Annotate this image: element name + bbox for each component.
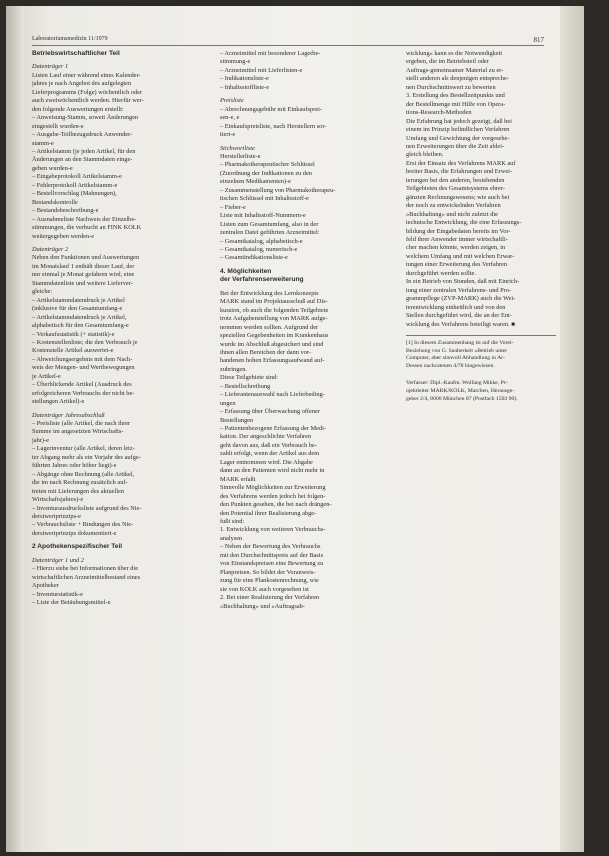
text-column-3 [406,50,574,403]
text-line: – Kostenstellenliste; die den Verbrauch je [32,338,138,346]
text-line: wicklung des Verfahrens beteiligt waren. ■ [406,320,516,328]
text-line: handenen hohen Erfassungsaufwand auf- [220,357,325,365]
text-line: Kostenstelle Artikel auswertet-e [32,347,114,355]
text-line: nur einmal je Monat gefahren wird, eine [32,271,135,279]
text-line: MARK erfaßt [220,475,256,483]
text-line: In ein Betrieb von Stunden, daß mit Einrich- [406,278,520,286]
text-line: den folgende Auswertungen erstellt: [32,105,124,113]
text-line: derstwertprinzips-e [32,513,81,521]
text-line: Auftrags-gemeinsamer Material zu er- [406,66,504,74]
text-line: – Arzneimittel mit Lieferlisten-e [220,66,303,74]
text-line: Planpreisen. So bildet der Voranweis- [220,568,316,576]
text-line: – Patientenbezogene Erfassung der Medi- [220,425,327,433]
text-line: wicklung« kann es die Notwendigkeit [406,50,503,57]
text-line: einem im Prinzip befindlichen Verfahren [406,126,510,134]
text-line: Wirtschaftsjahres)-e [32,496,84,504]
text-line: MARK stand im Projektausschuß auf Dis- [220,298,328,306]
text-line: im Monatslauf 1 enthält dieser Lauf, der [32,262,135,270]
text-line: – Gesamtindikationsliste-e [220,254,288,262]
running-header [32,36,544,46]
text-line: ergeben, die im Betriebsteil oder [406,58,489,66]
text-line: stellungen Artikel)-e [32,398,85,406]
text-line: alphabetisch für den Gesamtumfang-e [32,322,129,330]
subheading: Datenträger Jahresabschluß [32,411,105,419]
text-line: stellt anderen als denjenigen entspreche- [406,75,509,83]
text-line: – Anweisung-Stamm, soweit Änderungen [32,114,139,122]
text-line: jahr)-e [32,436,49,444]
text-line: den Punkten gesehen, die bei nach drängen- [220,501,332,509]
text-line: ihnen allen Bereichen der dann vor- [220,348,311,356]
text-line: Bei der Entwicklung des Lernkonzepts [220,289,319,297]
text-line: geht davon aus, daß ein Verbrauch be- [220,441,317,449]
text-line: sie von KOLK auch vorgesehen ist [220,585,309,593]
text-column-1 [32,50,200,608]
text-line: (inklusive für den Gesamtumfang-e [32,305,123,313]
footnote-line: ojektleiter MARK/KOLK, Marchen, Herausge- [406,387,515,394]
text-line: – Zusammenstellung von Pharmakotherapeu- [220,186,336,194]
text-line: ungen [220,399,236,407]
text-line: tung einer zentralen Verfahrens- und Pro- [406,286,512,294]
text-line: ter Abgang mehr als ein Vorjahr des aufge- [32,453,141,461]
text-line: – Bestandsbeschreibung-e [32,207,99,215]
text-line: – Ausnahmeliste Nachweis der Einzelbe- [32,215,137,223]
text-line: erfolgreicheren Verbrauchs der nicht be- [32,389,135,397]
text-line: stamm-e [32,139,54,147]
text-line: Sinnvolle Möglichkeiten zur Erweiterung [220,484,326,492]
text-line: Änderungen an den Stammdaten einge- [32,156,133,164]
text-line: einzelnen Medikamenten)-e [220,178,291,186]
subheading: Datenträger 2 [32,245,69,253]
text-line: – Abrechnungsgebühr mit Einkaufsprei- [220,105,323,113]
text-line: »Buchhaltung« und »Auftragsab- [220,602,305,610]
text-line: – Verbrauchsliste + Bindungen des Nie- [32,521,134,529]
subheading: Preisliste [220,97,244,105]
text-line: – Fieber-e [220,203,246,211]
subheading: Datenträger 1 und 2 [32,556,84,564]
text-line: weis der Mengen- und Wertbewegungen [32,364,135,372]
text-line: »Buchhaltung« und nicht zuletzt die [406,210,498,218]
text-line: jahres je nach Angebot des aufgelegten [32,80,132,88]
text-line: – Gesamtkatalog, alphabetisch-e [220,237,303,245]
subheading: Stichwortliste [220,144,255,152]
text-line: tions-Research-Methoden [406,109,472,117]
text-line: Bestandskontrolle [32,198,78,206]
footnote-line: [1] In diesem Zusammenhang ist auf die Vorei- [406,339,514,346]
text-line: – Gesamtkatalog, numerisch-e [220,245,298,253]
text-line: – Liste der Betäubungsmittel-e [32,599,111,607]
text-line: analysen [220,534,243,542]
text-line: – Lagerinventur (alle Artikel, deren letz- [32,445,135,453]
text-line: feld ihrer Anwender immer wirtschaftli- [406,235,508,243]
text-line: stimmungen, die verbucht an FINK KOLK [32,224,142,232]
text-line: Umfang und Gewichtung der vorgesehe- [406,134,510,142]
text-line: auch zweiwöchentlich werden. Hierfür wer- [32,97,144,105]
text-line: kussion, ob auch die folgenden Teilgebiete [220,306,329,314]
text-line: Listen Lauf einer während eines Kalender- [32,71,141,79]
text-line: breiter Basis, die Erfahrungen und Erwei- [406,168,513,176]
text-line: grammpflege (ZVP-MARK) auch die Wei- [406,295,516,303]
text-line: fußt sind: [220,518,245,526]
text-line: nen Durchschnittswert zu bewerten [406,83,496,91]
running-header-title: Laboratoriumsmedizin 11/1979 [32,36,108,42]
text-line: – Verkaufsstatistik (+ statistik)-e [32,330,115,338]
text-line: dann an den Patienten wird nicht mehr in [220,467,325,475]
text-line: zung für eine Plankostenrechnung, wie [220,577,319,585]
section-heading: der Verfahrenserweiterung [220,276,304,284]
text-line: speziellen Gegebenheiten im Krankenhaus [220,332,329,340]
text-line: zubringen. [220,365,247,373]
text-line: Herstellerliste-e [220,152,261,160]
page-number: 817 [533,36,544,44]
text-line: kation. Der angeschlichte Verfahren [220,433,312,441]
text-line: tischen Schlüssel mit Inhaltsstoff-e [220,195,309,203]
text-line: – Überblickende Artikel (Ausdruck des [32,381,132,389]
text-line: stimmung-e [220,58,251,66]
text-line: Lager entnommen wird. Die Abgabe [220,458,313,466]
footnote-line: Beziehung von G. Sauberkeit »Betrieb unter [406,347,508,354]
binding-shadow [6,6,24,852]
text-line: – Arzneimittel mit besonderer Lagerbe- [220,50,321,57]
text-line: – Neben der Bewertung des Verbrauchs [220,543,321,551]
text-line: – Fehlerprotokoll Artikelstamm-e [32,181,118,189]
text-line: eingestellt wurden-e [32,122,84,130]
text-line: – Pharmakotherapeutischer Schlüssel [220,161,315,169]
text-line: geben wurden-e [32,164,73,172]
document-page [6,6,584,852]
text-line: Summe im angesetzten Wirtschafts- [32,428,124,436]
footnote-line: Verfasser: Dipl.-Kaufm. Wolfang Mikke, Pr- [406,380,508,387]
text-line: nommen werden sollten. Aufgrund der [220,323,319,331]
text-line: bildung der Eingabedaten bereits im Vor- [406,227,511,235]
text-line: sen-e, e [220,114,240,122]
text-line: – Einkaufspreisliste, nach Herstellern sor- [220,122,327,130]
text-line: Erst der Einsatz des Verfahrens MARK auf [406,159,516,167]
text-line: (Zuordnung der Indikationen zu den [220,169,312,177]
text-line: wurde im Abschluß abgesichert und sind [220,340,324,348]
section-heading: 2 Apothekenspezifischer Teil [32,543,123,551]
text-line: technische Entwicklung, die eine Erfassungs- [406,219,522,227]
text-line: führten Jahres oder höher liegt)-e [32,462,117,470]
text-line: – Erfassung über Überwachung offener [220,408,320,416]
text-line: den Potential ihrer Realisierung abge- [220,509,317,517]
subheading: Datenträger 1 [32,63,69,71]
text-line: gleiche: [32,288,53,296]
text-line: Stammdatenliste und weitere Lieferver- [32,279,133,287]
text-line: Bestellungen [220,416,254,424]
text-line: 2. Bei einer Realisierung der Verfahren [220,594,320,602]
text-line: durchgeführt werden sollte. [406,269,476,277]
text-line: gänzten Rechnungswesens; wie auch bei [406,193,510,201]
text-line: cher machen könnte, werden zeigen, in [406,244,506,252]
text-line: je Artikel-e [32,372,61,380]
section-heading: 4. Möglichkeiten [220,267,272,275]
footnote-line: Computer, aber sinnvoll Abhandlung in Ar- [406,355,505,362]
text-line: die im nach Rechnung zusätzlich auf- [32,479,128,487]
text-line: von Einstandspreisen eine Bewertung zu [220,560,324,568]
text-line: Lieferprogramms (Folge) wöchentlich oder [32,88,143,96]
text-line: gleich bleiben. [406,151,444,159]
text-line: Diese Teilgebiete sind: [220,374,278,382]
text-line: Neben den Funktionen und Auswertungen [32,254,140,262]
text-line: – Bestellschreibung [220,382,271,390]
text-line: des Verfahrens werden jedoch bei folgen- [220,492,326,500]
text-line: – Abgänge ohne Rechnung (alle Artikel, [32,470,135,478]
text-line: – Inventurstatistik-e [32,590,83,598]
text-line: – Indikationsliste-e [220,75,269,83]
text-line: – Hierzu siehe bei Informationen über die [32,565,139,573]
text-line: der Bestellmenge mit Hilfe von Opera- [406,100,506,108]
text-line: tungen einer Erweiterung des Verfahren [406,261,507,269]
text-line: 3. Erstellung des Bestellzeitpunkts und [406,92,505,100]
text-line: – Lieferantenauswahl nach Lieferbeding- [220,391,325,399]
text-line: Liste mit Inhaltsstoff-Nummern-e [220,212,306,220]
text-line: treten mit Lieferungen des aktuellen [32,487,124,495]
text-line: terentwicklung einheitlich und von den [406,303,506,311]
text-line: – Ausgabe-Teilbezugsdruck Anwender- [32,131,133,139]
text-line: weitergegeben werden-e [32,232,95,240]
text-line: Apotheker [32,582,59,590]
text-line: nen Erweiterungen über die Zeit ablei- [406,142,505,150]
text-line: – Eingabeprotokoll Artikelstamm-e [32,173,122,181]
text-line: 1. Entwicklung von weiteren Verbrauchs- [220,526,326,534]
section-heading: Betriebswirtschaftlicher Teil [32,50,120,57]
text-line: – Abweichungsergebnis mit dem Nach- [32,355,133,363]
text-line: mit den Durchschnittspreis auf der Basis [220,551,324,559]
footnote-line: geber 2/4, 8000 München 87 (Postfach 1503 90). [406,395,518,402]
text-line: Teilgebieten des Gesamtsystems ehrer- [406,185,505,193]
text-line: – Artikelstammdatendruck je Artikel, [32,313,127,321]
text-line: derstwertprinzips dokumentiert-e [32,529,117,537]
text-line: zahlt erfolgt, wenn der Artikel aus dem [220,450,320,458]
text-line: der noch zu entwickelnden Verfahren [406,202,501,210]
text-line: Stellen durchgeführt wird, die an der Ent- [406,312,512,320]
text-line: trotz Aufgabenstellung von MARK aufge- [220,315,328,323]
text-line: welchem Umfang und mit welchen Erwar- [406,252,515,260]
text-line: wirtschaftlichen Arzneimittelbestand eines [32,573,141,581]
text-line: Listen zum Gesamtumfang, also in der [220,220,319,228]
footnote-line: Dessen nachcatenen 4/78 hingewiesen. [406,362,495,369]
text-line: – Preisliste (alle Artikel, die nach ihrer [32,420,131,428]
text-line: Die Erfahrung hat jedoch gezeigt, daß bei [406,117,512,125]
text-line: tiert-e [220,131,236,139]
text-line: – Inhaltsstoffliste-e [220,83,270,91]
text-line: terungen bei den anderen, bestehenden [406,176,505,184]
text-line: – Artikelstamm (je jeden Artikel, für den [32,147,136,155]
text-line: zentralen Datei geführten Arzneimittel: [220,229,320,237]
footnote-rule [406,335,556,336]
text-line: – Bestellvorschlag (Mahnungen), [32,190,117,198]
text-column-2 [220,50,388,611]
text-line: – Inventurausdrucksliste aufgrund des Nie- [32,504,142,512]
text-line: – Artikelstammdatendruck je Artikel [32,296,125,304]
